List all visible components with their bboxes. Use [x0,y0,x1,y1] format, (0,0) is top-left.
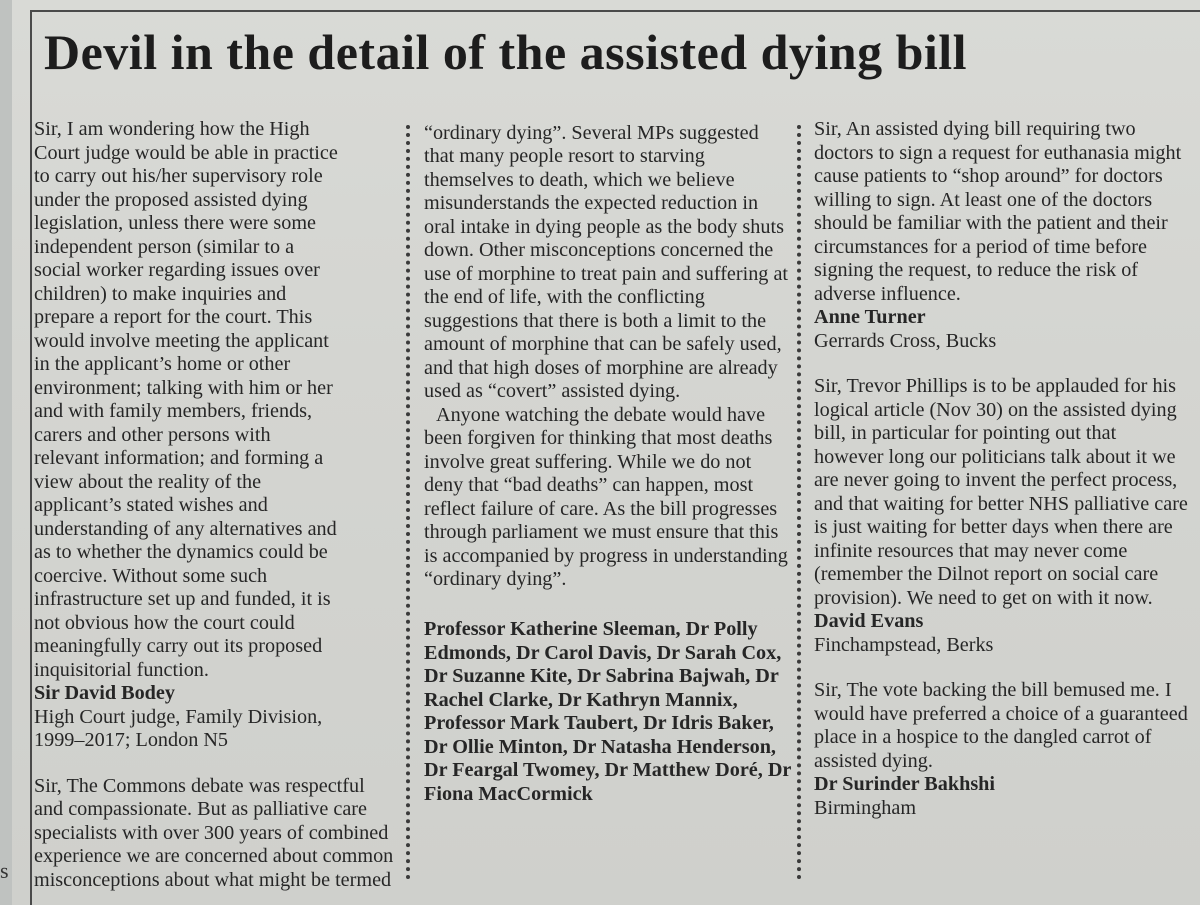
top-rule [32,10,1200,12]
signatory-location: Birmingham [814,796,917,819]
body-line: Court judge would be able in practice [34,141,338,164]
body-line: meaningfully carry out its proposed [34,635,323,657]
body-line: infrastructure set up and funded, it is [34,588,331,610]
letter-body: Sir, The vote backing the bill bemused me. I would have preferred a choice of a guaranteed place in a hospice to the dangled carrot of assisted dying. [814,679,1188,772]
body-line: relevant information; and forming a [34,447,324,469]
signatory: David Evans [814,610,924,632]
letter-bodey-body [34,118,394,682]
body-line: social worker regarding issues over [34,259,320,281]
body-line: understanding of any alternatives and [34,517,337,540]
signatory: Dr Surinder Bakhshi [814,773,996,795]
column-divider [406,125,410,880]
body-line: coercive. Without some such [34,564,268,587]
body-line: environment; talking with him or her [34,376,333,399]
body-line: under the proposed assisted dying [34,188,308,211]
letter-palliative-continued [424,122,792,618]
signatory-location: Gerrards Cross, Bucks [814,329,997,352]
body-line: not obvious how the court could [34,611,295,634]
body-line: Sir, I am wondering how the High [34,118,310,140]
left-rule [30,10,32,905]
letter-body [424,122,792,404]
body-line: prepare a report for the court. This [34,306,313,328]
column-2 [424,122,792,806]
letter-body: Sir, An assisted dying bill requiring two doctors to sign a request for euthanasia might cause patients to “shop around” for doctors willing to sign. At least one of the doctors should be familiar with the patient and their circumstances for a period of time before signing the request, to reduce the risk of adverse influence. [814,118,1182,305]
body-line: would involve meeting the applicant [34,329,329,352]
body-line: as to whether the dynamics could be [34,541,328,563]
body-line: inquisitorial function. [34,658,209,681]
signatory: Sir David Bodey [34,682,175,704]
column-divider [797,125,801,880]
body-line: legislation, unless there were some [34,212,316,234]
letter-body: Sir, Trevor Phillips is to be applauded for his logical article (Nov 30) on the assisted dying bill, in particular for pointing out that however long our politicians talk about it we are never going to invent the perfect process, and that waiting for better NHS palliative care is just waiting for better days when there are infinite resources that may never come (remember the Dilnot report on social care provision). We need to get on with it now. [814,375,1188,609]
body-line: applicant’s stated wishes and [34,494,268,516]
body-line: view about the reality of the [34,470,262,493]
body-line: children) to make inquiries and [34,282,287,305]
letter-palliative-body-cont: “ordinary dying”. Several MPs suggested that many people resort to starving themselves to death, which we believe misunderstands the expected reduction in oral intake in dying people as the body shuts down. Other misconceptions concerned the use of morphine to treat pain and suffering at the end of life, with the conflicting suggestions that there is both a limit to the amount of morphine that can be safely used, and that high doses of morphine are already used as “covert” assisted dying. [424,122,789,402]
headline: Devil in the detail of the assisted dying bill [44,24,968,80]
signatory: Anne Turner [814,306,926,328]
body-line: independent person (similar to a [34,235,295,258]
column-3 [814,118,1188,820]
signatory-list: Professor Katherine Sleeman, Dr Polly Edmonds, Dr Carol Davis, Dr Sarah Cox, Dr Suzanne Kite, Dr Sabrina Bajwah, Dr Rachel Clarke, Dr Kathryn Mannix, Professor Mark Taubert, Dr Idris Baker, Dr Ollie Minton, Dr Natasha Henderson, Dr Feargal Twomey, Dr Matthew Doré, Dr Fiona MacCormick [424,618,792,805]
body-line: carers and other persons with [34,423,271,446]
letter-palliative-body-start: Sir, The Commons debate was respectful and compassionate. But as palliative care specialists with over 300 years of combined experience we are concerned about common misconceptions about what might be termed [34,774,394,891]
signatory-location: Finchampstead, Berks [814,633,994,656]
letter-body: Anyone watching the debate would have been forgiven for thinking that most deaths involve great suffering. While we do not deny that “bad deaths” can happen, most reflect failure of care. As the bill progresses through parliament we must ensure that this is accompanied by progress in understanding “ordinary dying”. [424,403,788,590]
body-line: to carry out his/her supervisory role [34,165,323,187]
body-line: in the applicant’s home or other [34,353,291,375]
signatory-location: High Court judge, Family Division, 1999–2017; London N5 [34,705,323,751]
letter-body [34,775,394,893]
adjacent-column-fragment: s [0,858,9,883]
body-line: and with family members, friends, [34,400,313,422]
column-1 [34,118,394,893]
